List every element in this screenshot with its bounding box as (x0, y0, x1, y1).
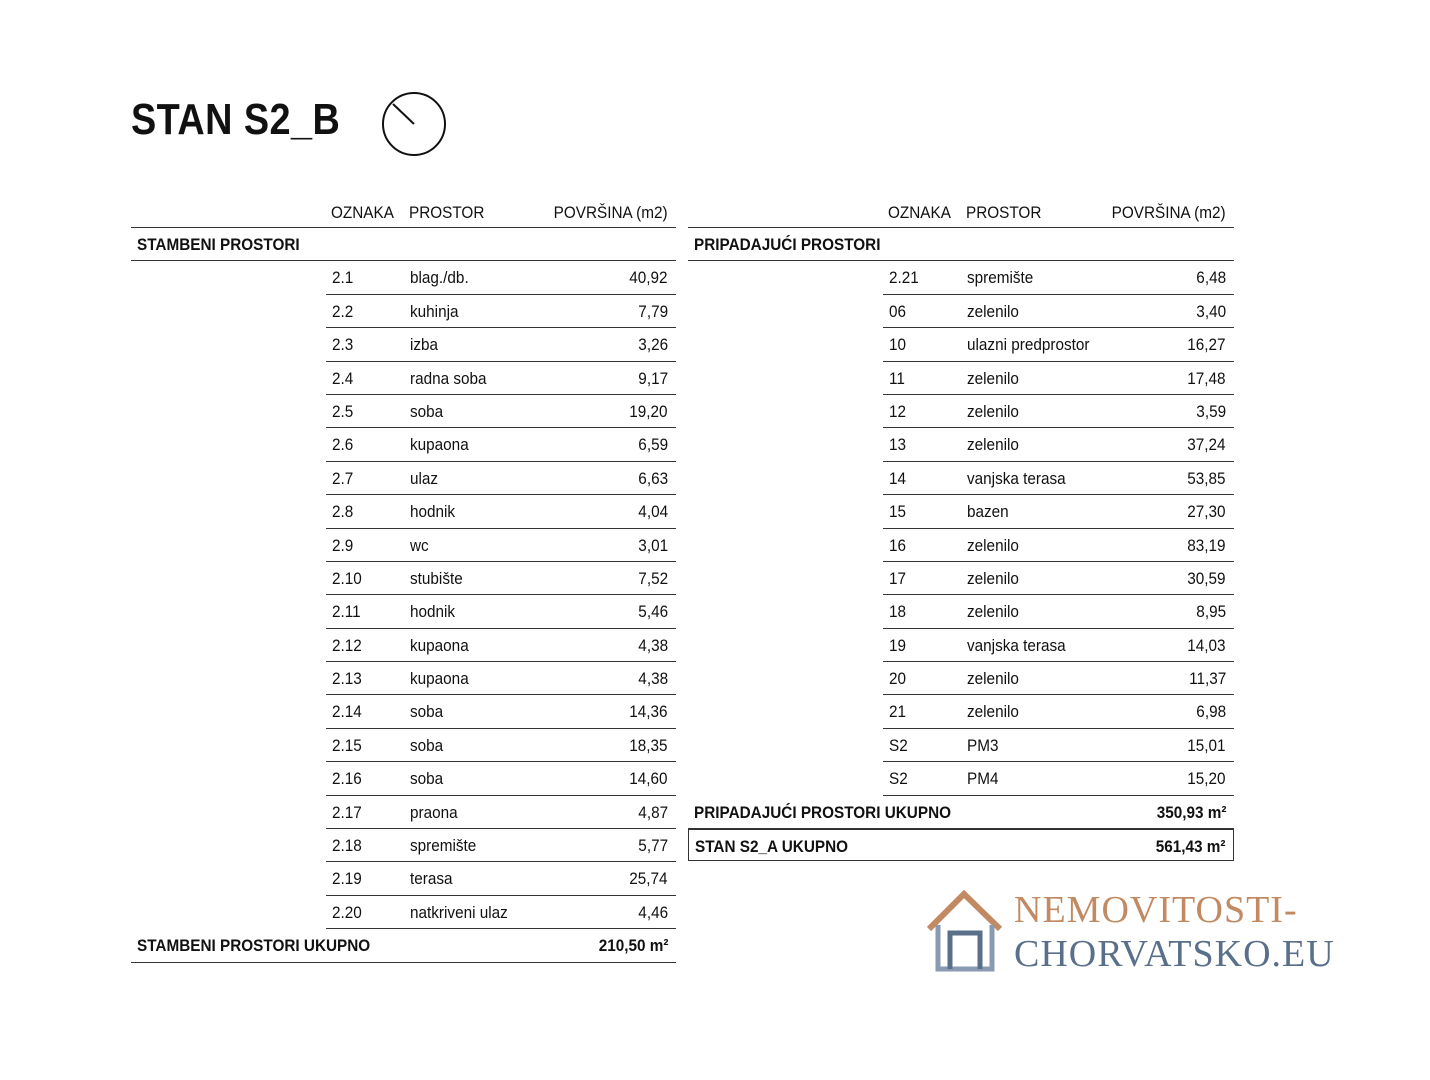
row-oznaka: 17 (889, 568, 907, 588)
row-povrsina: 3,40 (1196, 301, 1226, 321)
table-row (326, 662, 676, 695)
header-prostor: PROSTOR (966, 203, 1042, 222)
logo-line1: NEMOVITOSTI- (1014, 889, 1298, 931)
table-row (883, 762, 1234, 795)
table-body (688, 261, 1234, 795)
row-povrsina: 8,95 (1196, 602, 1226, 622)
row-oznaka: 10 (889, 335, 907, 355)
row-oznaka: 11 (889, 368, 905, 388)
table-row (326, 328, 676, 361)
row-povrsina: 3,59 (1196, 401, 1226, 421)
table-row (326, 295, 676, 328)
row-oznaka: 2.1 (332, 268, 354, 288)
row-oznaka: 16 (889, 535, 907, 555)
total-row (131, 929, 676, 962)
row-prostor: zelenilo (967, 702, 1019, 722)
row-prostor: wc (410, 535, 429, 555)
row-prostor: zelenilo (967, 602, 1019, 622)
table-row (326, 595, 676, 628)
row-oznaka: 12 (889, 401, 907, 421)
page-title: STAN S2_B (131, 95, 341, 144)
row-oznaka: 20 (889, 669, 907, 689)
row-prostor: zelenilo (967, 368, 1019, 388)
total-value: 210,50 m² (598, 936, 668, 956)
row-povrsina: 7,52 (638, 568, 668, 588)
row-prostor: radna soba (410, 368, 487, 388)
grand-total-label: STAN S2_A UKUPNO (695, 837, 849, 857)
row-prostor: PM3 (967, 735, 999, 755)
table-row (883, 362, 1234, 395)
row-oznaka: 2.2 (332, 301, 354, 321)
row-povrsina: 3,26 (638, 335, 668, 355)
table-row (326, 428, 676, 461)
row-povrsina: 16,27 (1187, 335, 1226, 355)
row-prostor: ulazni predprostor (967, 335, 1090, 355)
row-povrsina: 17,48 (1187, 368, 1226, 388)
table-header (131, 196, 676, 228)
row-prostor: kupaona (410, 669, 469, 689)
table-body (131, 261, 676, 929)
row-oznaka: 2.9 (332, 535, 354, 555)
total-row (688, 796, 1234, 829)
table-row (326, 796, 676, 829)
total-label: STAMBENI PROSTORI UKUPNO (137, 936, 371, 956)
row-oznaka: 2.14 (332, 702, 362, 722)
row-povrsina: 11,37 (1188, 669, 1226, 689)
row-povrsina: 40,92 (629, 268, 668, 288)
table-row (326, 529, 676, 562)
row-oznaka: 13 (889, 435, 907, 455)
row-oznaka: 2.17 (332, 802, 362, 822)
table-row (883, 662, 1234, 695)
row-oznaka: 2.15 (332, 735, 362, 755)
logo (926, 887, 1336, 977)
section-header (688, 228, 1234, 261)
table-row (326, 362, 676, 395)
row-prostor: zelenilo (967, 535, 1019, 555)
row-oznaka: 2.4 (332, 368, 354, 388)
row-oznaka: 2.18 (332, 836, 362, 856)
header-oznaka: OZNAKA (331, 203, 394, 222)
row-oznaka: 2.8 (332, 502, 354, 522)
row-prostor: praona (410, 802, 458, 822)
table-row (326, 829, 676, 862)
row-povrsina: 14,60 (629, 769, 668, 789)
table-row (326, 896, 676, 929)
table-row (326, 395, 676, 428)
row-povrsina: 18,35 (629, 735, 668, 755)
table-row (326, 629, 676, 662)
row-povrsina: 15,01 (1187, 735, 1226, 755)
row-povrsina: 30,59 (1187, 568, 1226, 588)
row-povrsina: 4,46 (638, 902, 668, 922)
row-povrsina: 15,20 (1187, 769, 1226, 789)
header-povrsina: POVRŠINA (m2) (1112, 203, 1226, 222)
row-prostor: PM4 (967, 769, 999, 789)
row-prostor: izba (410, 335, 439, 355)
table-row (326, 261, 676, 294)
grand-total-value: 561,43 m² (1155, 837, 1225, 857)
row-prostor: terasa (410, 869, 453, 889)
table-row (883, 295, 1234, 328)
row-oznaka: 2.3 (332, 335, 354, 355)
table-row (883, 729, 1234, 762)
header-oznaka: OZNAKA (888, 203, 951, 222)
row-povrsina: 53,85 (1187, 468, 1226, 488)
row-oznaka: 19 (889, 635, 907, 655)
row-prostor: zelenilo (967, 301, 1019, 321)
table-row (883, 328, 1234, 361)
north-arrow-icon (382, 92, 446, 156)
table-row (326, 462, 676, 495)
row-prostor: spremište (967, 268, 1034, 288)
table-row (883, 261, 1234, 294)
table-row (326, 495, 676, 528)
table-row (883, 462, 1234, 495)
total-value: 350,93 m² (1156, 802, 1226, 822)
row-oznaka: 15 (889, 502, 907, 522)
row-prostor: soba (410, 702, 444, 722)
row-povrsina: 9,17 (638, 368, 668, 388)
table-row (326, 762, 676, 795)
row-povrsina: 4,38 (638, 635, 668, 655)
table-row (326, 862, 676, 895)
row-povrsina: 4,87 (638, 802, 668, 822)
row-oznaka: 2.19 (332, 869, 362, 889)
row-prostor: soba (410, 735, 444, 755)
table-row (883, 595, 1234, 628)
row-oznaka: 2.11 (332, 602, 361, 622)
row-povrsina: 19,20 (629, 401, 668, 421)
table-row (326, 729, 676, 762)
row-prostor: bazen (967, 502, 1009, 522)
row-oznaka: 21 (889, 702, 907, 722)
row-oznaka: S2 (889, 735, 908, 755)
row-povrsina: 83,19 (1187, 535, 1226, 555)
logo-line2: CHORVATSKO.EU (1014, 933, 1335, 975)
row-povrsina: 27,30 (1187, 502, 1226, 522)
row-prostor: zelenilo (967, 401, 1019, 421)
row-prostor: soba (410, 401, 444, 421)
table-row (326, 562, 676, 595)
row-prostor: kupaona (410, 635, 469, 655)
section-title: PRIPADAJUĆI PROSTORI (694, 235, 881, 254)
pripadajuci-table (688, 196, 1234, 861)
table-row (883, 529, 1234, 562)
row-prostor: hodnik (410, 502, 456, 522)
row-prostor: kupaona (410, 435, 469, 455)
row-oznaka: 2.6 (332, 435, 354, 455)
row-povrsina: 25,74 (629, 869, 668, 889)
row-oznaka: 18 (889, 602, 907, 622)
row-povrsina: 6,59 (638, 435, 668, 455)
row-prostor: vanjska terasa (967, 468, 1066, 488)
row-povrsina: 37,24 (1187, 435, 1226, 455)
row-povrsina: 14,36 (629, 702, 668, 722)
row-prostor: vanjska terasa (967, 635, 1066, 655)
section-title: STAMBENI PROSTORI (137, 235, 300, 254)
row-oznaka: S2 (889, 769, 908, 789)
row-oznaka: 2.16 (332, 769, 362, 789)
row-oznaka: 2.20 (332, 902, 362, 922)
header-povrsina: POVRŠINA (m2) (554, 203, 668, 222)
row-oznaka: 06 (889, 301, 907, 321)
row-oznaka: 2.7 (332, 468, 354, 488)
row-povrsina: 3,01 (638, 535, 668, 555)
row-oznaka: 2.5 (332, 401, 354, 421)
row-prostor: blag./db. (410, 268, 469, 288)
section-header (131, 228, 676, 261)
row-oznaka: 2.21 (889, 268, 919, 288)
row-povrsina: 4,04 (638, 502, 668, 522)
row-povrsina: 7,79 (638, 301, 668, 321)
row-povrsina: 4,38 (638, 669, 668, 689)
row-povrsina: 14,03 (1187, 635, 1226, 655)
row-povrsina: 6,48 (1196, 268, 1226, 288)
row-prostor: zelenilo (967, 568, 1019, 588)
row-prostor: zelenilo (967, 435, 1019, 455)
row-oznaka: 2.13 (332, 669, 362, 689)
row-prostor: ulaz (410, 468, 439, 488)
row-prostor: natkriveni ulaz (410, 902, 508, 922)
table-row (883, 395, 1234, 428)
table-row (883, 428, 1234, 461)
house-icon (926, 889, 1006, 973)
row-prostor: kuhinja (410, 301, 459, 321)
row-povrsina: 5,46 (638, 602, 668, 622)
row-povrsina: 6,63 (638, 468, 668, 488)
row-povrsina: 5,77 (638, 836, 668, 856)
row-prostor: soba (410, 769, 444, 789)
row-oznaka: 2.12 (332, 635, 362, 655)
table-row (883, 695, 1234, 728)
row-prostor: stubište (410, 568, 463, 588)
row-prostor: zelenilo (967, 669, 1019, 689)
row-oznaka: 14 (889, 468, 907, 488)
stambeni-table (131, 196, 676, 963)
row-prostor: hodnik (410, 602, 456, 622)
header-prostor: PROSTOR (409, 203, 485, 222)
table-header (688, 196, 1234, 228)
grand-total-row (688, 829, 1234, 861)
table-row (326, 695, 676, 728)
table-row (883, 629, 1234, 662)
row-oznaka: 2.10 (332, 568, 362, 588)
row-povrsina: 6,98 (1196, 702, 1226, 722)
row-prostor: spremište (410, 836, 477, 856)
table-row (883, 562, 1234, 595)
total-label: PRIPADAJUĆI PROSTORI UKUPNO (694, 802, 952, 822)
table-row (883, 495, 1234, 528)
